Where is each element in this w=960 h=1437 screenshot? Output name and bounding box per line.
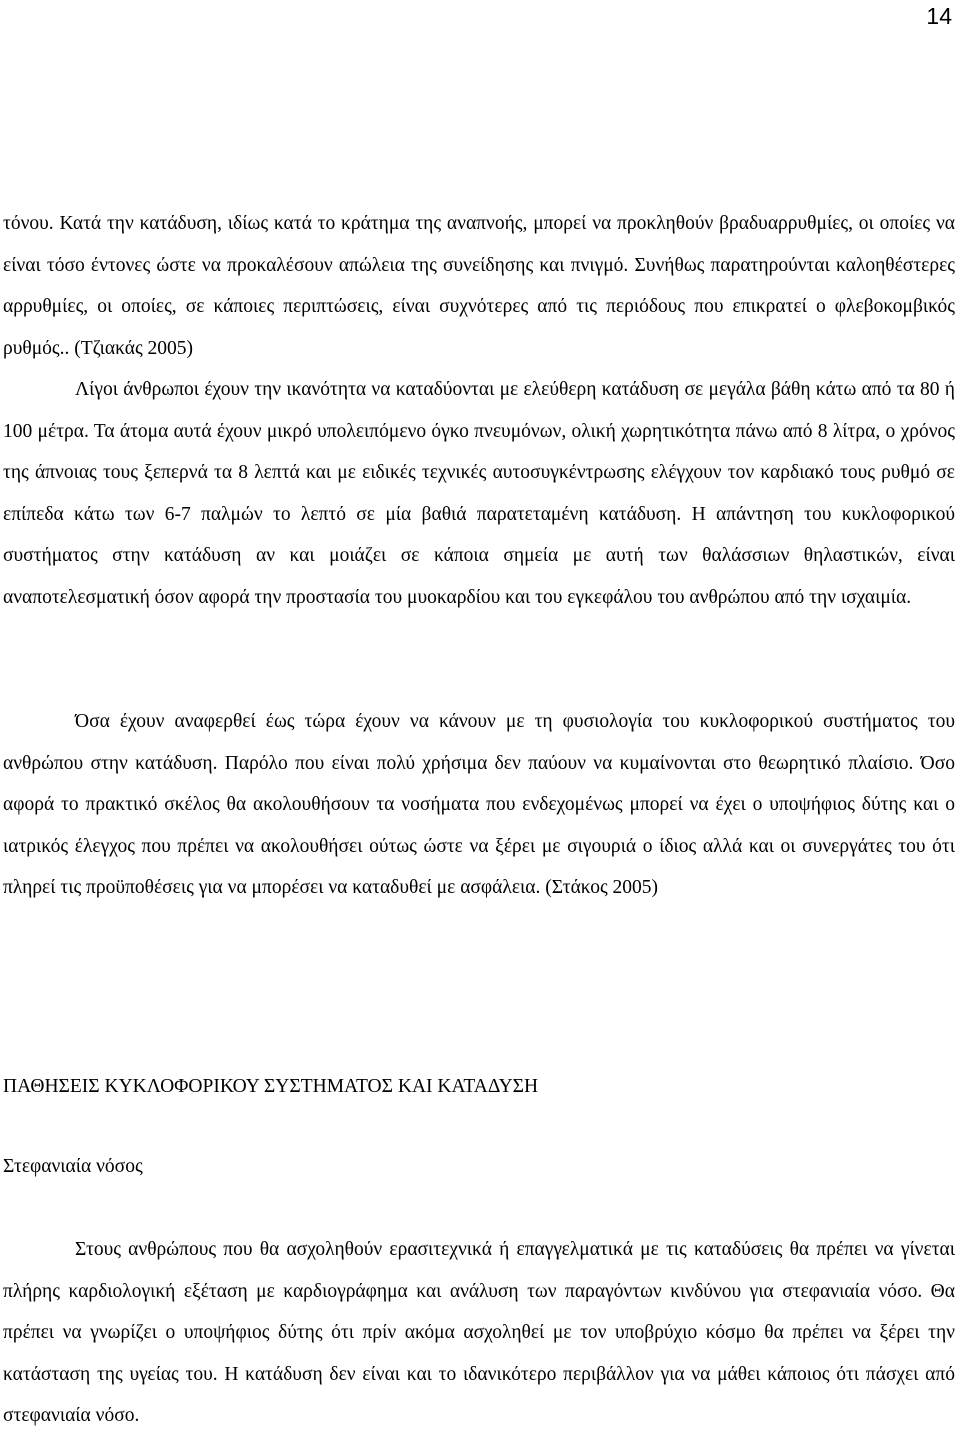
paragraph-4: Στους ανθρώπους που θα ασχοληθούν ερασιτεχνικά ή επαγγελματικά με τις καταδύσεις θα πρέπει να γίνεται πλήρης καρδιολογική εξέταση με καρδιογράφημα και ανάλυση των παραγόντων κινδύνου για στεφανιαία νόσο. Θα πρέπει να γνωρίζει ο υποψήφιος δύτης ότι πρίν ακόμα ασχοληθεί με τον υποβρύχιο κόσμο θα πρέπει να ξέρει την κατάσταση της υγείας του. Η κατάδυση δεν είναι και το ιδανικότερο περιβάλλον για να μάθει κάποιος ότι πάσχει από στεφανιαία νόσο. [3, 1239, 955, 1426]
paragraph-3: Όσα έχουν αναφερθεί έως τώρα έχουν να κάνουν με τη φυσιολογία του κυκλοφορικού συστήματος του ανθρώπου στην κατάδυση. Παρόλο που είναι πολύ χρήσιμα δεν παύουν να κυμαίνονται στο θεωρητικό πλαίσιο. Όσο αφορά το πρακτικό σκέλος θα ακολουθήσουν τα νοσήματα που ενδεχομένως μπορεί να έχει ο υποψήφιος δύτης και ο ιατρικός έλεγχος που πρέπει να ακολουθήσει ούτως ώστε να ξέρει με σιγουριά ο ίδιος αλλά και οι συνεργάτες του ότι πληρεί τις προϋποθέσεις για να μπορέσει να καταδυθεί με ασφάλεια. (Στάκος 2005) [3, 711, 955, 898]
section-heading: ΠΑΘΗΣΕΙΣ ΚΥΚΛΟΦΟΡΙΚΟΥ ΣΥΣΤΗΜΑΤΟΣ ΚΑΙ ΚΑΤΑΔΥΣΗ [3, 1076, 539, 1097]
paragraph-1: τόνου. Κατά την κατάδυση, ιδίως κατά το κράτημα της αναπνοής, μπορεί να προκληθούν βραδυαρρυθμίες, οι οποίες να είναι τόσο έντονες ώστε να προκαλέσουν απώλεια της συνείδησης και πνιγμό. Συνήθως παρατηρούνται καλοηθέστερες αρρυθμίες, οι οποίες, σε κάποιες περιπτώσεις, είναι συχνότερες από τις περιόδους που επικρατεί ο φλεβοκομβικός ρυθμός.. (Τζιακάς 2005) [3, 213, 955, 359]
paragraph-2: Λίγοι άνθρωποι έχουν την ικανότητα να καταδύονται με ελεύθερη κατάδυση σε μεγάλα βάθη κάτω από τα 80 ή 100 μέτρα. Τα άτομα αυτά έχουν μικρό υπολειπόμενο όγκο πνευμόνων, ολική χωρητικότητα πάνω από 8 λίτρα, ο χρόνος της άπνοιας τους ξεπερνά τα 8 λεπτά και με ειδικές τεχνικές αυτοσυγκέντρωσης ελέγχουν τον καρδιακό τους ρυθμό σε επίπεδα κάτω των 6-7 παλμών το λεπτό σε μία βαθιά παρατεταμένη κατάδυση. Η απάντηση του κυκλοφορικού συστήματος στην κατάδυση αν και μοιάζει σε κάποια σημεία με αυτή των θαλάσσιων θηλαστικών, είναι αναποτελεσματική όσον αφορά την προστασία του μυοκαρδίου και του εγκεφάλου του ανθρώπου από την ισχαιμία. [3, 379, 955, 608]
section-subheading: Στεφανιαία νόσος [3, 1156, 143, 1177]
page-number: 14 [926, 3, 952, 29]
